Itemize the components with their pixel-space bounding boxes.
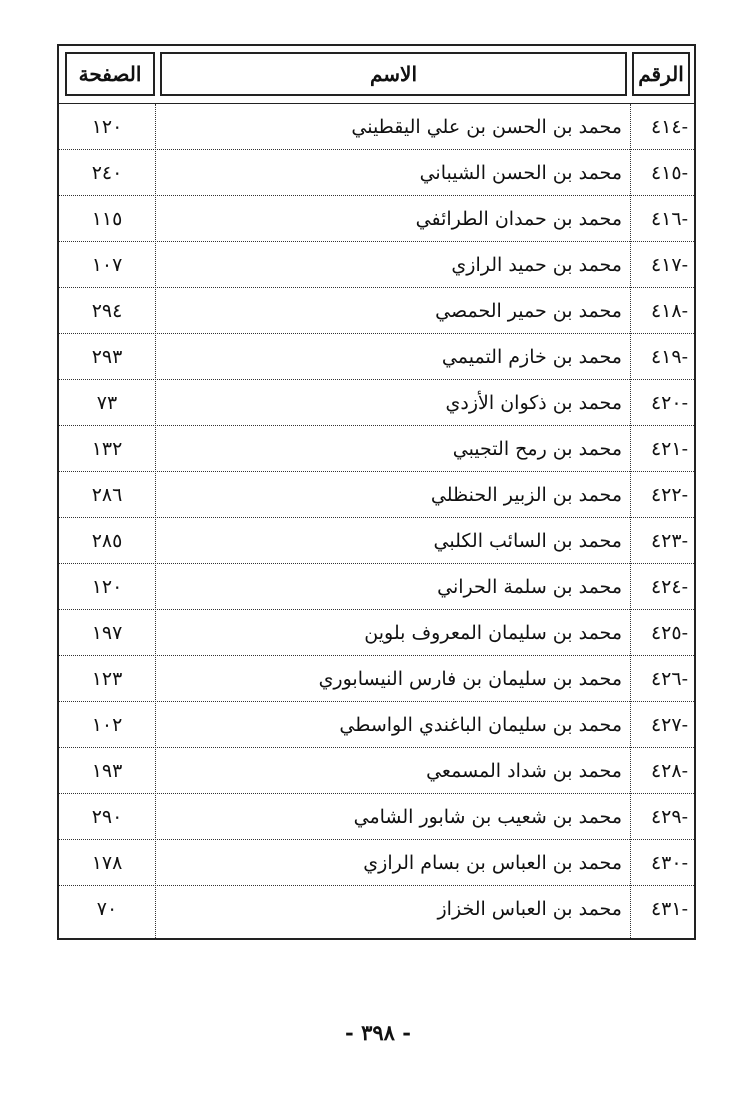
table-row: [59, 426, 694, 472]
table-row: [59, 288, 694, 334]
row-number: ٤٢٨-: [650, 760, 688, 782]
row-number: ٤١٥-: [650, 162, 688, 184]
header-number: الرقم: [632, 52, 690, 96]
row-number: ٤٢٠-: [650, 392, 688, 414]
table-row: [59, 518, 694, 564]
row-number: ٤١٧-: [650, 254, 688, 276]
row-number: ٤١٨-: [650, 300, 688, 322]
row-page: ٢٩٣: [91, 346, 123, 368]
row-name: محمد بن السائب الكلبي: [433, 530, 622, 552]
row-number: ٤٢٢-: [650, 484, 688, 506]
row-number: ٤١٦-: [650, 208, 688, 230]
row-name: محمد بن حميد الرازي: [451, 254, 622, 276]
table-row: [59, 748, 694, 794]
row-number: ٤٣٠-: [650, 852, 688, 874]
table-row: [59, 610, 694, 656]
table-header: [59, 46, 694, 104]
row-number: ٤٣١-: [650, 898, 688, 920]
row-name: محمد بن حمدان الطرائفي: [415, 208, 622, 230]
header-name: الاسم: [160, 52, 627, 96]
table-row: [59, 794, 694, 840]
row-page: ١٢٠: [91, 576, 123, 598]
row-number: ٤١٩-: [650, 346, 688, 368]
row-number: ٤٢٣-: [650, 530, 688, 552]
row-name: محمد بن الحسن الشيباني: [419, 162, 622, 184]
row-page: ١٩٣: [91, 760, 123, 782]
row-number: ٤٢١-: [650, 438, 688, 460]
row-page: ١٠٢: [91, 714, 123, 736]
row-page: ١٧٨: [91, 852, 123, 874]
row-page: ١٠٧: [91, 254, 123, 276]
row-page: ٢٤٠: [91, 162, 123, 184]
row-page: ٢٩٠: [91, 806, 123, 828]
row-number: ٤٢٩-: [650, 806, 688, 828]
row-name: محمد بن سلمة الحراني: [437, 576, 622, 598]
table-row: [59, 656, 694, 702]
row-name: محمد بن خازم التميمي: [441, 346, 622, 368]
row-page: ٢٨٥: [91, 530, 123, 552]
row-name: محمد بن شعيب بن شابور الشامي: [353, 806, 622, 828]
row-page: ١٣٢: [91, 438, 123, 460]
row-name: محمد بن سليمان بن فارس النيسابوري: [318, 668, 622, 690]
row-number: ٤٢٧-: [650, 714, 688, 736]
header-page: الصفحة: [65, 52, 155, 96]
row-name: محمد بن الحسن بن علي اليقطيني: [351, 116, 622, 138]
row-name: محمد بن الزبير الحنظلي: [430, 484, 622, 506]
page-number: - ٣٩٨ -: [345, 1020, 411, 1045]
table-row: [59, 334, 694, 380]
row-page: ١٢٣: [91, 668, 123, 690]
table-row: [59, 380, 694, 426]
row-page: ٧٠: [96, 898, 118, 920]
row-number: ٤٢٦-: [650, 668, 688, 690]
row-name: محمد بن العباس الخزاز: [437, 898, 622, 920]
row-name: محمد بن ذكوان الأزدي: [445, 392, 622, 414]
row-page: ٧٣: [96, 392, 118, 414]
table-row: [59, 242, 694, 288]
table-row: [59, 472, 694, 518]
row-name: محمد بن سليمان الباغندي الواسطي: [339, 714, 622, 736]
row-name: محمد بن سليمان المعروف بلوين: [364, 622, 622, 644]
row-page: ١٢٠: [91, 116, 123, 138]
row-number: ٤١٤-: [650, 116, 688, 138]
table-row: [59, 150, 694, 196]
table-row: [59, 702, 694, 748]
row-page: ١١٥: [91, 208, 123, 230]
table-row: [59, 104, 694, 150]
row-page: ٢٨٦: [91, 484, 123, 506]
row-name: محمد بن شداد المسمعي: [426, 760, 622, 782]
row-number: ٤٢٤-: [650, 576, 688, 598]
table-row: [59, 196, 694, 242]
table-row: [59, 886, 694, 932]
row-name: محمد بن حمير الحمصي: [435, 300, 622, 322]
row-page: ١٩٧: [91, 622, 123, 644]
table-row: [59, 840, 694, 886]
table-row: [59, 564, 694, 610]
index-table: [57, 44, 696, 940]
row-name: محمد بن رمح التجيبي: [452, 438, 622, 460]
row-page: ٢٩٤: [91, 300, 123, 322]
row-name: محمد بن العباس بن بسام الرازي: [363, 852, 622, 874]
row-number: ٤٢٥-: [650, 622, 688, 644]
